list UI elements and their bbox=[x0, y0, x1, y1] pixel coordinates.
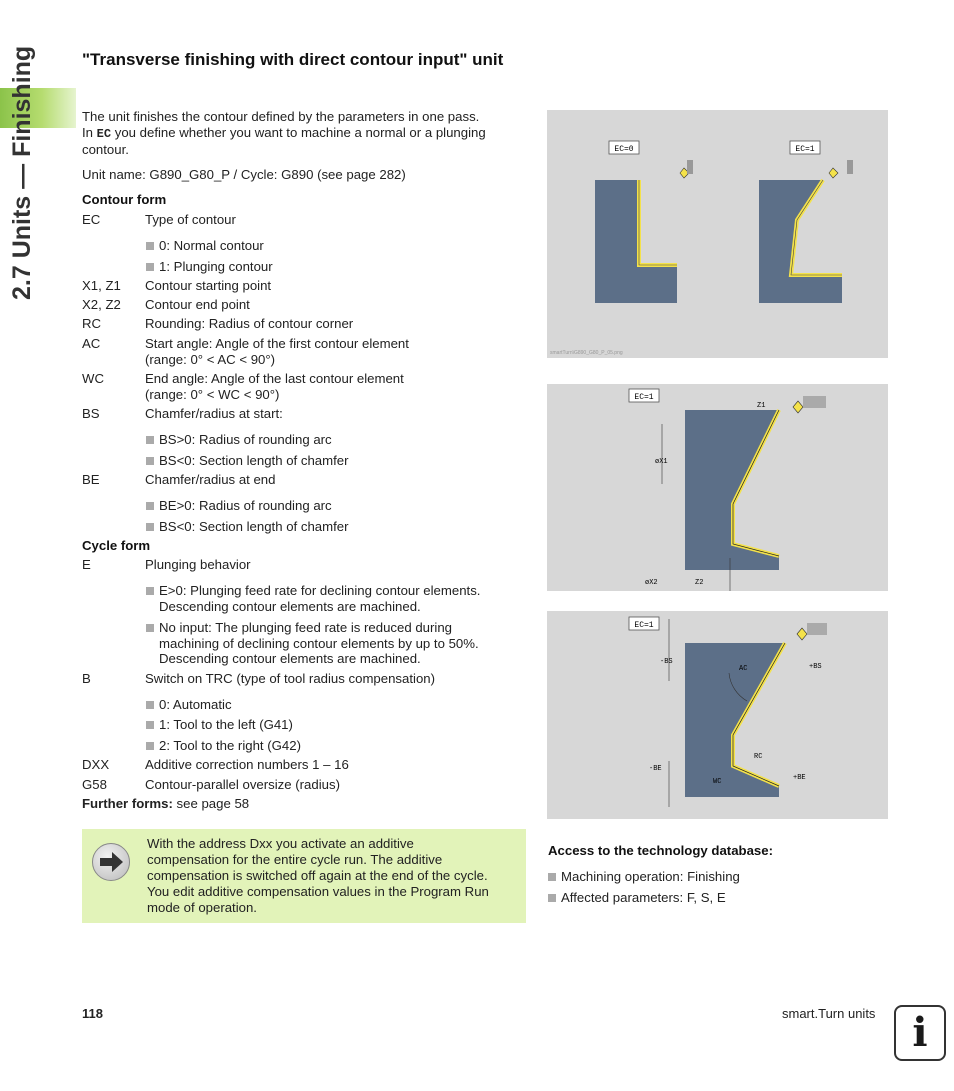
label-be-neg: -BE bbox=[649, 765, 662, 773]
label-z2: Z2 bbox=[695, 579, 704, 587]
label-wc: WC bbox=[713, 778, 722, 786]
figure-start-end-points bbox=[547, 384, 888, 591]
contour-form-heading: Contour form bbox=[82, 192, 167, 207]
further-forms: Further forms: see page 58 bbox=[82, 796, 250, 811]
label-be-pos: +BE bbox=[793, 774, 806, 782]
label-ec1: EC=1 bbox=[634, 393, 654, 402]
label-x2: øX2 bbox=[645, 579, 658, 587]
info-icon: i bbox=[894, 1005, 946, 1061]
arrow-right-icon bbox=[92, 843, 130, 881]
ec-code: EC bbox=[96, 127, 112, 141]
tech-db-heading: Access to the technology database: bbox=[548, 843, 773, 858]
page-number: 118 bbox=[82, 1006, 103, 1021]
label-ec1: EC=1 bbox=[634, 621, 654, 630]
label-bs-pos: +BS bbox=[809, 663, 822, 671]
label-ec1: EC=1 bbox=[795, 145, 815, 154]
label-ac: AC bbox=[739, 665, 748, 673]
note-box: With the address Dxx you activate an additive compensation for the entire cycle run. The additive compensation is switched off again at the end of the cycle. You edit additive compensation values in the Program Run mode of operation. bbox=[82, 829, 526, 923]
figure-angles-chamfers bbox=[547, 611, 888, 819]
unit-name: Unit name: G890_G80_P / Cycle: G890 (see page 282) bbox=[82, 167, 406, 182]
label-z1: Z1 bbox=[757, 402, 766, 410]
label-bs-neg: -BS bbox=[660, 658, 673, 666]
intro-paragraph: The unit finishes the contour defined by the parameters in one pass. In EC you define whether you want to machine a normal or a plunging contour. bbox=[82, 109, 486, 157]
footer-section: smart.Turn units bbox=[782, 1006, 876, 1021]
label-x1: øX1 bbox=[655, 458, 668, 466]
figure-caption: smartTurn\G890_G80_P_05.png bbox=[550, 350, 623, 356]
figure-ec-comparison bbox=[547, 110, 888, 358]
label-ec0: EC=0 bbox=[614, 145, 634, 154]
page-title: "Transverse finishing with direct contour input" unit bbox=[82, 50, 504, 69]
cycle-form-heading: Cycle form bbox=[82, 538, 151, 553]
label-rc: RC bbox=[754, 753, 763, 761]
